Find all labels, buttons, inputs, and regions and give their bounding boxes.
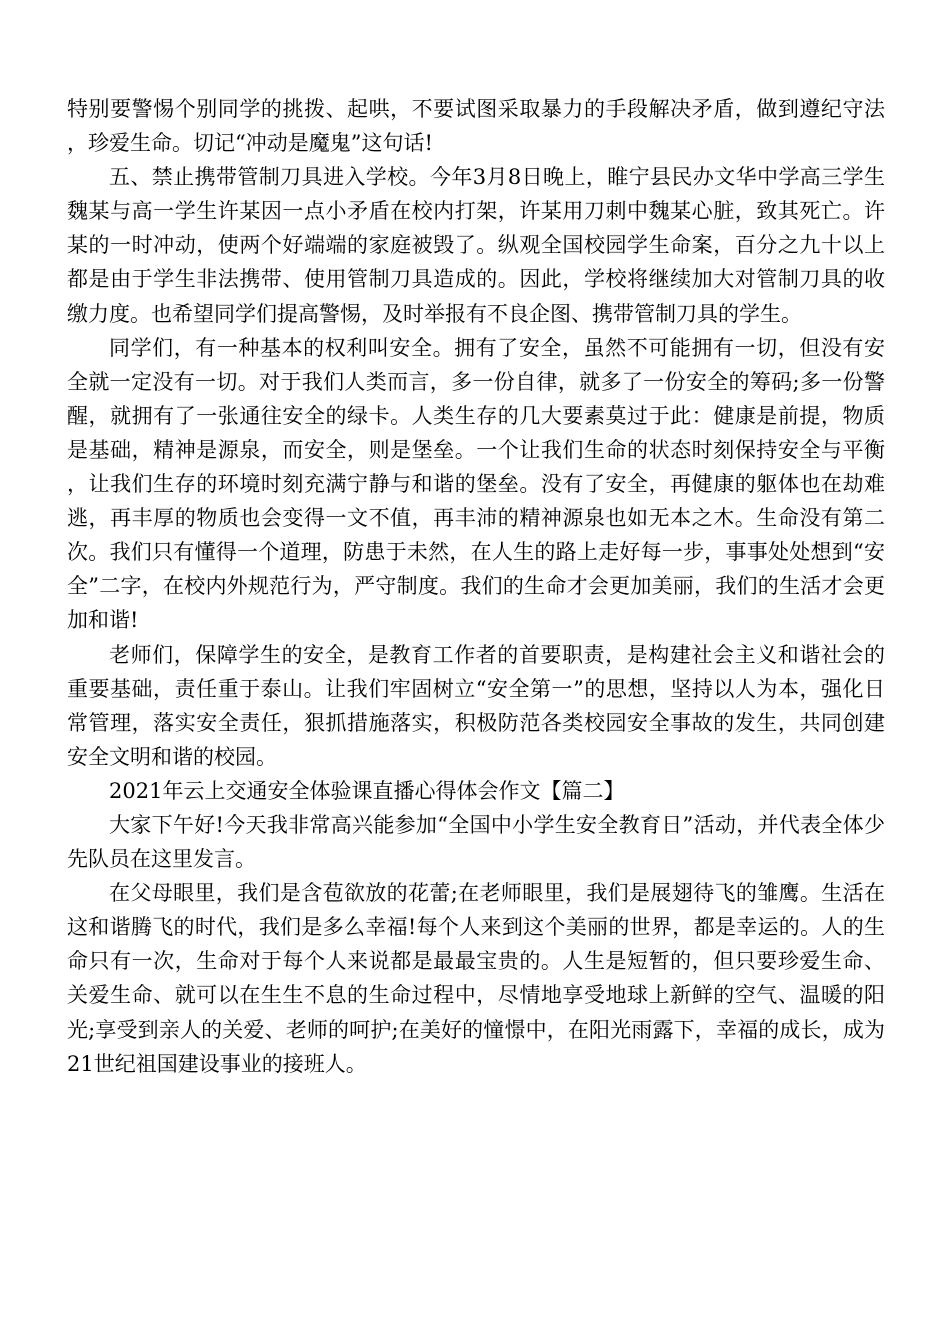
- paragraph-5: 大家下午好!今天我非常高兴能参加“全国中小学生安全教育日”活动，并代表全体少先队员在这里发言。: [67, 812, 885, 872]
- paragraph-2: 五、禁止携带管制刀具进入学校。今年3月8日晚上，睢宁县民办文华中学高三学生魏某与高一学生许某因一点小矛盾在校内打架，许某用刀刺中魏某心脏，致其死亡。许某的一时冲动，使两个好端端的家庭被毁了。纵观全国校园学生命案，百分之九十以上都是由于学生非法携带、使用管制刀具造成的。因此，学校将继续加大对管制刀具的收缴力度。也希望同学们提高警惕，及时举报有不良企图、携带管制刀具的学生。: [67, 165, 885, 326]
- paragraph-4: 老师们，保障学生的安全，是教育工作者的首要职责，是构建社会主义和谐社会的重要基础，责任重于泰山。让我们牢固树立“安全第一”的思想，坚持以人为本，强化日常管理，落实安全责任，狠抓措施落实，积极防范各类校园安全事故的发生，共同创建安全文明和谐的校园。: [67, 642, 885, 769]
- paragraph-6: 在父母眼里，我们是含苞欲放的花蕾;在老师眼里，我们是展翅待飞的雏鹰。生活在这和谐腾飞的时代，我们是多么幸福!每个人来到这个美丽的世界，都是幸运的。人的生命只有一次，生命对于每个人来说都是最最宝贵的。人生是短暂的，但只要珍爱生命、关爱生命、就可以在生生不息的生命过程中，尽情地享受地球上新鲜的空气、温暖的阳光;享受到亲人的关爱、老师的呵护;在美好的憧憬中，在阳光雨露下，幸福的成长，成为21世纪祖国建设事业的接班人。: [67, 881, 885, 1076]
- paragraph-3: 同学们，有一种基本的权利叫安全。拥有了安全，虽然不可能拥有一切，但没有安全就一定没有一切。对于我们人类而言，多一份自律，就多了一份安全的筹码;多一份警醒，就拥有了一张通往安全的绿卡。人类生存的几大要素莫过于此：健康是前提，物质是基础，精神是源泉，而安全，则是堡垒。一个让我们生命的状态时刻保持安全与平衡，让我们生存的环境时刻充满宁静与和谐的堡垒。没有了安全，再健康的躯体也在劫难逃，再丰厚的物质也会变得一文不值，再丰沛的精神源泉也如无本之木。生命没有第二次。我们只有懂得一个道理，防患于未然，在人生的路上走好每一步，事事处处想到“安全”二字，在校内外规范行为，严守制度。我们的生命才会更加美丽，我们的生活才会更加和谐!: [67, 335, 885, 633]
- document-page: [67, 92, 885, 1081]
- paragraph-1: 特别要警惕个别同学的挑拨、起哄，不要试图采取暴力的手段解决矛盾，做到遵纪守法，珍爱生命。切记“冲动是魔鬼”这句话!: [67, 97, 885, 156]
- section-heading: 2021年云上交通安全体验课直播心得体会作文【篇二】: [109, 778, 625, 803]
